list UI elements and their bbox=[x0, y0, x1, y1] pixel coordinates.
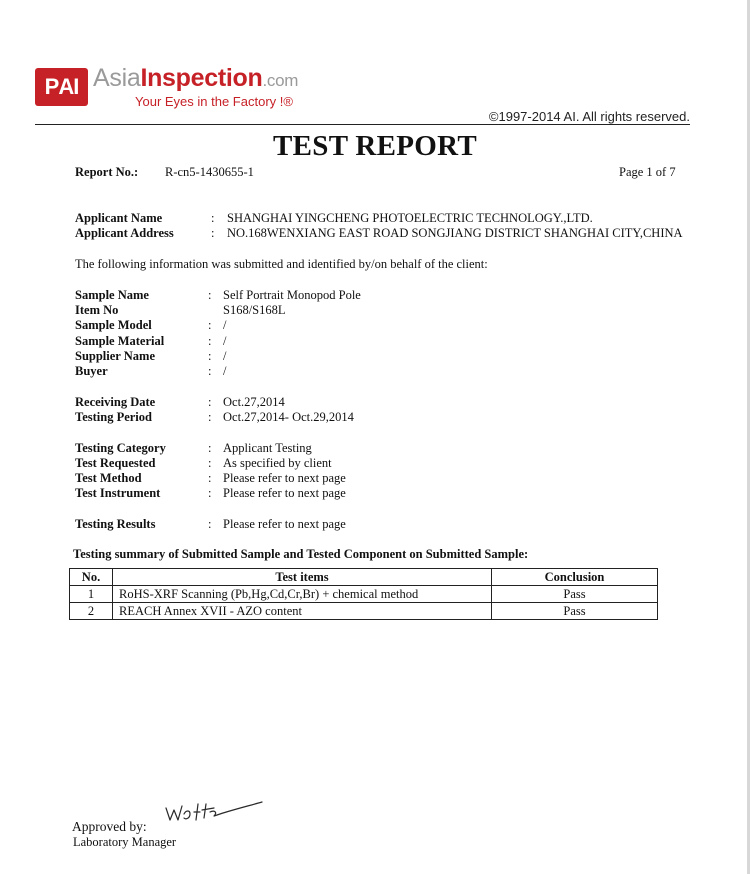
colon: : bbox=[208, 471, 212, 485]
colon: : bbox=[208, 486, 212, 500]
receiving-date-value: Oct.27,2014 bbox=[223, 395, 285, 409]
colon: : bbox=[208, 410, 212, 424]
test-instrument-value: Please refer to next page bbox=[223, 486, 346, 500]
applicant-address-value: NO.168WENXIANG EAST ROAD SONGJIANG DISTRICT SHANGHAI CITY,CHINA bbox=[227, 226, 683, 240]
header-test-items: Test items bbox=[113, 569, 492, 586]
colon: : bbox=[208, 334, 212, 348]
lab-manager-role: Laboratory Manager bbox=[73, 835, 177, 849]
sample-material-value: / bbox=[223, 334, 227, 348]
copyright-notice: ©1997-2014 AI. All rights reserved. bbox=[488, 109, 690, 124]
testing-period-label: Testing Period bbox=[75, 410, 152, 424]
colon: : bbox=[208, 364, 212, 378]
test-method-label: Test Method bbox=[75, 471, 142, 485]
testing-category-label: Testing Category bbox=[75, 441, 166, 455]
header-conclusion: Conclusion bbox=[492, 569, 658, 586]
colon: : bbox=[208, 441, 212, 455]
test-requested-value: As specified by client bbox=[223, 456, 332, 470]
row-no: 2 bbox=[70, 603, 113, 620]
colon: : bbox=[208, 288, 212, 302]
test-method-value: Please refer to next page bbox=[223, 471, 346, 485]
testing-results-value: Please refer to next page bbox=[223, 517, 346, 531]
handwritten-signature bbox=[162, 796, 270, 832]
colon: : bbox=[208, 349, 212, 363]
ai-logo-badge: ΡAI bbox=[35, 68, 88, 106]
row-test-item: RoHS-XRF Scanning (Pb,Hg,Cd,Cr,Br) + chemical method bbox=[113, 586, 492, 603]
asiainspection-logo bbox=[35, 64, 305, 114]
testing-results-label: Testing Results bbox=[75, 517, 156, 531]
brand-tagline: Your Eyes in the Factory !® bbox=[135, 94, 293, 109]
client-info-intro: The following information was submitted and identified by/on behalf of the client: bbox=[75, 257, 488, 271]
buyer-value: / bbox=[223, 364, 227, 378]
colon: : bbox=[208, 395, 212, 409]
colon: : bbox=[211, 211, 215, 225]
row-no: 1 bbox=[70, 586, 113, 603]
sample-model-value: / bbox=[223, 318, 227, 332]
table-row bbox=[70, 603, 658, 620]
row-conclusion: Pass bbox=[492, 603, 658, 620]
summary-table bbox=[69, 568, 658, 620]
sample-material-label: Sample Material bbox=[75, 334, 165, 348]
sample-name-label: Sample Name bbox=[75, 288, 149, 302]
report-no-label: Report No.: bbox=[75, 165, 139, 179]
supplier-name-value: / bbox=[223, 349, 227, 363]
table-header-row bbox=[70, 569, 658, 586]
header-divider bbox=[35, 124, 690, 125]
report-no-value: R-cn5-1430655-1 bbox=[165, 165, 254, 179]
applicant-name-label: Applicant Name bbox=[75, 211, 163, 225]
testing-period-value: Oct.27,2014- Oct.29,2014 bbox=[223, 410, 354, 424]
page-indicator: Page 1 of 7 bbox=[619, 165, 676, 179]
approved-by-label: Approved by: bbox=[72, 819, 147, 834]
applicant-name-value: SHANGHAI YINGCHENG PHOTOELECTRIC TECHNOLOGY.,LTD. bbox=[227, 211, 593, 225]
row-test-item: REACH Annex XVII - AZO content bbox=[113, 603, 492, 620]
header-no: No. bbox=[70, 569, 113, 586]
supplier-name-label: Supplier Name bbox=[75, 349, 155, 363]
report-title: TEST REPORT bbox=[272, 130, 477, 162]
buyer-label: Buyer bbox=[75, 364, 108, 378]
colon: : bbox=[208, 318, 212, 332]
colon: : bbox=[211, 226, 215, 240]
sample-model-label: Sample Model bbox=[75, 318, 152, 332]
test-instrument-label: Test Instrument bbox=[75, 486, 161, 500]
sample-name-value: Self Portrait Monopod Pole bbox=[223, 288, 361, 302]
item-no-label: Item No bbox=[75, 303, 119, 317]
testing-category-value: Applicant Testing bbox=[223, 441, 312, 455]
summary-heading: Testing summary of Submitted Sample and Tested Component on Submitted Sample: bbox=[73, 547, 529, 561]
colon: : bbox=[208, 456, 212, 470]
applicant-address-label: Applicant Address bbox=[75, 226, 174, 240]
receiving-date-label: Receiving Date bbox=[75, 395, 156, 409]
row-conclusion: Pass bbox=[492, 586, 658, 603]
test-requested-label: Test Requested bbox=[75, 456, 156, 470]
table-row bbox=[70, 586, 658, 603]
item-no-value: S168/S168L bbox=[223, 303, 286, 317]
colon: : bbox=[208, 517, 212, 531]
brand-name: AsiaInspection.com bbox=[93, 64, 299, 92]
